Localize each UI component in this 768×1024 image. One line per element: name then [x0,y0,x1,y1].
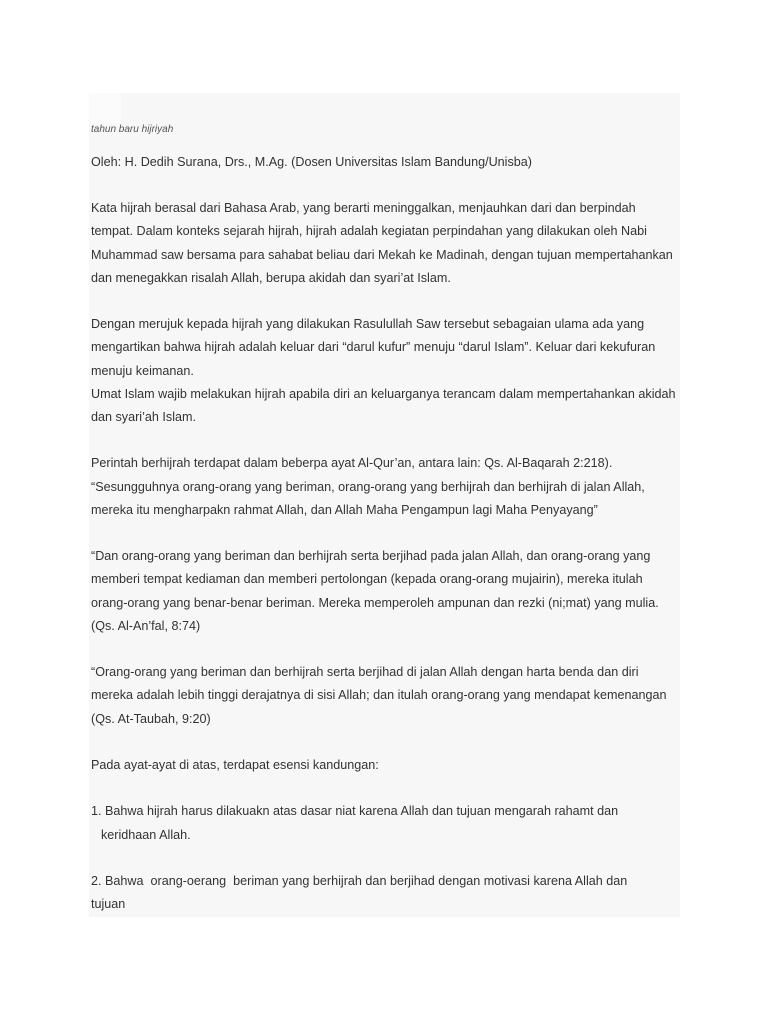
corner-box [89,93,121,123]
paragraph-quote-taubah: “Orang-orang yang beriman dan berhijrah serta berjihad di jalan Allah dengan harta benda dan diri mereka adalah lebih tinggi derajatnya di sisi Allah; dan itulah orang-orang yang mendapat kemenangan (Qs. At-Taubah, 9:20) [91,665,667,726]
document-byline: Oleh: H. Dedih Surana, Drs., M.Ag. (Dosen Universitas Islam Bandung/Unisba) [91,155,532,169]
paragraph-hijrah-definition: Kata hijrah berasal dari Bahasa Arab, yang berarti meninggalkan, menjauhkan dari dan berpindah tempat. Dalam konteks sejarah hijrah, hijrah adalah kegiatan perpindahan yang dilakukan oleh Nabi Muhammad saw bersama para sahabat beliau dari Mekah ke Madinah, dengan tujuan mempertahankan dan menegakkan risalah Allah, berupa akidah dan syari’at Islam. [91,201,673,285]
spacer [91,777,677,800]
paragraph-quran-reference: Perintah berhijrah terdapat dalam beberpa ayat Al-Qur’an, antara lain: Qs. Al-Baqarah 2:218). [91,456,613,471]
paragraph-hijrah-obligation: Umat Islam wajib melakukan hijrah apabila diri an keluarganya terancam dalam mempertahankan akidah dan syari’ah Islam. [91,386,676,425]
document-text [91,122,677,916]
document-tag: tahun baru hijriyah [91,124,174,135]
spacer [91,522,677,545]
spacer [91,731,677,754]
spacer [91,429,677,452]
paragraph-hijrah-meaning: Dengan merujuk kepada hijrah yang dilakukan Rasulullah Saw tersebut sebagaian ulama ada yang mengartikan bahwa hijrah adalah keluar dari “darul kufur” menuju “darul Islam”. Keluar dari kekufuran menuju keimanan. [91,317,656,378]
list-item [91,800,677,846]
spacer [91,847,677,870]
spacer [91,290,677,313]
list-item [91,870,677,916]
list-item-line: 2. Bahwa orang-oerang beriman yang berhijrah dan berjihad dengan motivasi karena Allah dan [91,873,628,888]
paragraph-essence-intro: Pada ayat-ayat di atas, terdapat esensi kandungan: [91,758,379,772]
paragraph-quote-anfal: “Dan orang-orang yang beriman dan berhijrah serta berjihad pada jalan Allah, dan orang-orang yang memberi tempat kediaman dan memberi pertolongan (kepada orang-orang mujairin), mereka itulah orang-orang yang benar-benar beriman. Mereka memperoleh ampunan dan rezki (ni;mat) yang mulia. (Qs. Al-An’fal, 8:74) [91,549,659,633]
paragraph-quote-baqarah: “Sesungguhnya orang-orang yang beriman, orang-orang yang berhijrah dan berhijrah di jalan Allah, mereka itu mengharpakn rahmat Allah, dan Allah Maha Pengampun lagi Maha Penyayang” [91,479,645,517]
list-item-line: keridhaan Allah. [101,827,191,842]
list-item-line: tujuan [91,897,126,912]
list-item-line: 1. Bahwa hijrah harus dilakuakn atas dasar niat karena Allah dan tujuan mengarah rahamt dan [91,804,619,819]
spacer [91,638,677,661]
